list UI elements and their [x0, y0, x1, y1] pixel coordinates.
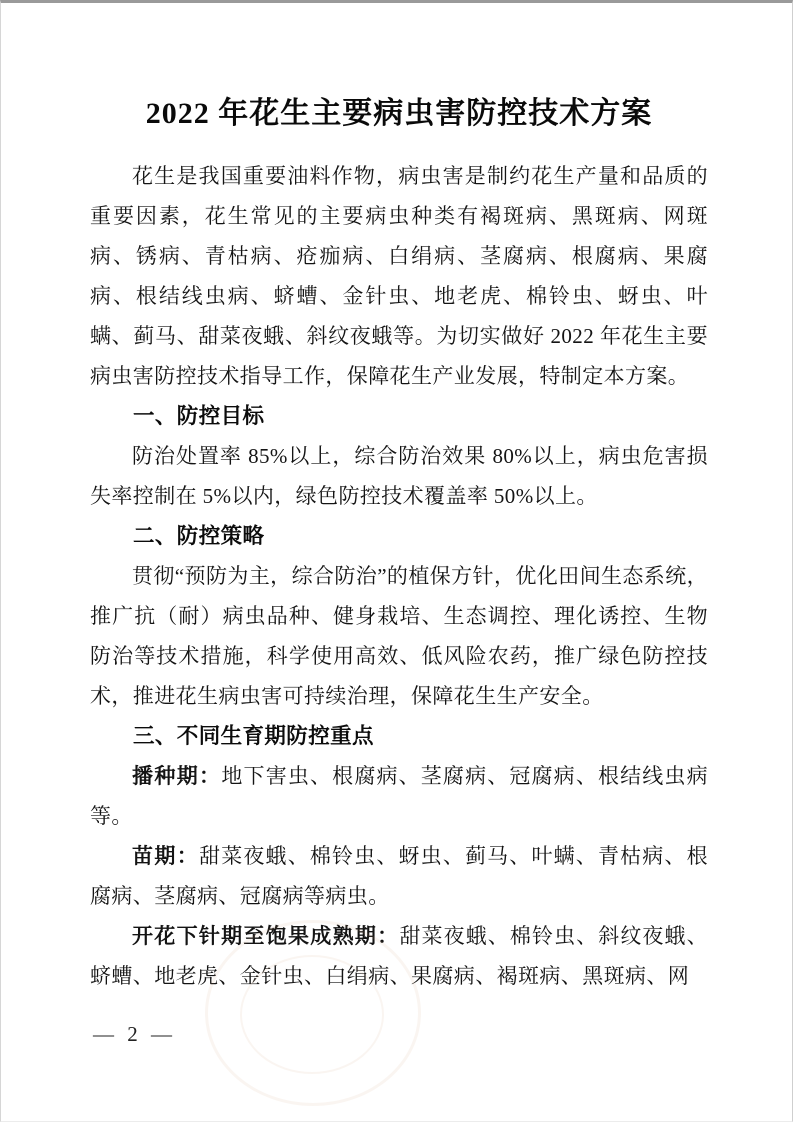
document-title: 2022 年花生主要病虫害防控技术方案	[145, 97, 653, 130]
section-heading-2: 二、防控策略	[133, 524, 265, 548]
goals-paragraph: 防治处置率 85%以上，综合防治效果 80%以上，病虫危害损失率控制在 5%以内，绿色防控技术覆盖率 50%以上。	[90, 444, 708, 508]
strategy-paragraph: 贯彻“预防为主，综合防治”的植保方针，优化田间生态系统，推广抗（耐）病虫品种、健身栽培、生态调控、理化诱控、生物防治等技术措施，科学使用高效、低风险农药，推广绿色防控技术，推进花生病虫害可持续治理，保障花生生产安全。	[90, 564, 708, 708]
period-text-seedling: 甜菜夜蛾、棉铃虫、蚜虫、蓟马、叶螨、青枯病、根腐病、茎腐病、冠腐病等病虫。	[90, 844, 708, 908]
sowing-period-paragraph	[90, 756, 708, 836]
section-heading-3: 三、不同生育期防控重点	[133, 724, 374, 748]
period-label-flowering: 开花下针期至饱果成熟期：	[132, 924, 400, 948]
intro-paragraph: 花生是我国重要油料作物，病虫害是制约花生产量和品质的重要因素，花生常见的主要病虫种类有褐斑病、黑斑病、网斑病、锈病、青枯病、疮痂病、白绢病、茎腐病、根腐病、果腐病、根结线虫病、蛴螬、金针虫、地老虎、棉铃虫、蚜虫、叶螨、蓟马、甜菜夜蛾、斜纹夜蛾等。为切实做好 2022 年花生主要病虫害防控技术指导工作，保障花生产业发展，特制定本方案。	[90, 164, 708, 388]
document-page	[90, 0, 708, 996]
seedling-period-paragraph	[90, 836, 708, 916]
period-label-sowing: 播种期：	[132, 764, 222, 788]
flowering-period-paragraph	[90, 916, 708, 996]
period-text-flowering: 甜菜夜蛾、棉铃虫、斜纹夜蛾、蛴螬、地老虎、金针虫、白绢病、果腐病、褐斑病、黑斑病、网	[90, 924, 708, 988]
section-heading-1: 一、防控目标	[133, 404, 265, 428]
document-body	[90, 156, 708, 996]
page-number: — 2 —	[93, 1022, 176, 1046]
period-label-seedling: 苗期：	[132, 844, 200, 868]
period-text-sowing: 地下害虫、根腐病、茎腐病、冠腐病、根结线虫病等。	[90, 764, 708, 828]
